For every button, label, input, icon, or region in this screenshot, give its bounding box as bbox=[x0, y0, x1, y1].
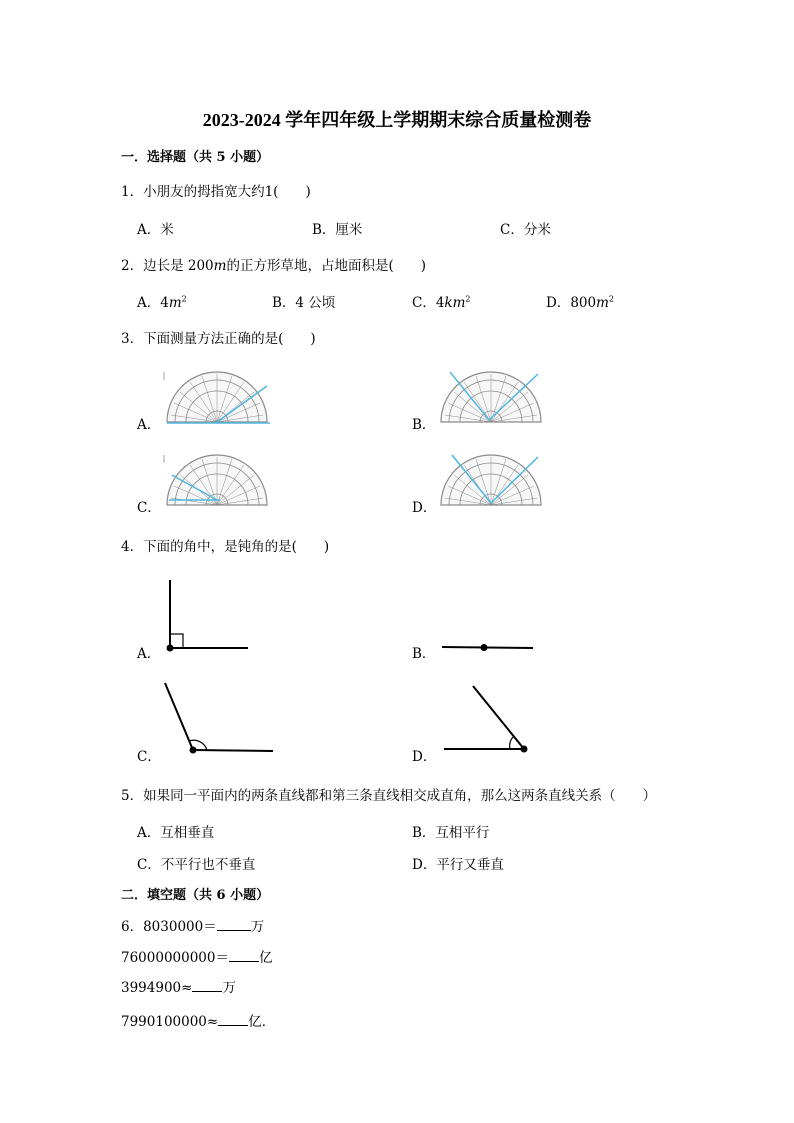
option-unit: km bbox=[444, 295, 466, 311]
fill-suffix: 万 bbox=[222, 980, 236, 996]
question-6-line-3 bbox=[121, 976, 236, 996]
question-2-stem bbox=[121, 254, 426, 274]
option-label: A．4 bbox=[137, 295, 169, 311]
question-3-stem: 3．下面测量方法正确的是( ) bbox=[121, 331, 316, 347]
fill-suffix: 亿 bbox=[258, 950, 273, 966]
option-unit: m bbox=[596, 295, 609, 311]
question-5-option-c[interactable]: C．不平行也不垂直 bbox=[137, 857, 256, 873]
question-5-option-a[interactable]: A．互相垂直 bbox=[137, 825, 215, 841]
question-2-option-d[interactable] bbox=[546, 291, 614, 311]
protractor-figure-d[interactable] bbox=[438, 453, 544, 509]
section-heading-choice: 一．选择题（共 5 小题） bbox=[121, 150, 270, 165]
protractor-figure-a[interactable] bbox=[164, 370, 270, 426]
option-label: D．800 bbox=[546, 295, 597, 311]
page-title: 2023-2024 学年四年级上学期期末综合质量检测卷 bbox=[202, 110, 592, 130]
question-3-label-d[interactable]: D． bbox=[412, 500, 437, 516]
protractor-figure-c[interactable] bbox=[164, 453, 270, 509]
fill-prefix: 7990100000≈ bbox=[121, 1014, 219, 1030]
answer-blank[interactable] bbox=[192, 979, 222, 992]
question-4-label-b[interactable]: B． bbox=[412, 646, 436, 662]
fill-suffix: 亿． bbox=[248, 1014, 276, 1030]
protractor-figure-b[interactable] bbox=[438, 370, 544, 426]
fill-suffix: 万 bbox=[250, 919, 265, 935]
question-5-option-b[interactable]: B．互相平行 bbox=[412, 825, 490, 841]
question-2-stem-unit: m bbox=[213, 258, 227, 274]
option-exponent: 2 bbox=[465, 294, 471, 304]
angle-figure-d[interactable] bbox=[438, 683, 533, 758]
question-1-option-a[interactable]: A．米 bbox=[137, 222, 174, 238]
question-1-option-c[interactable]: C．分米 bbox=[500, 222, 551, 238]
question-4-stem: 4．下面的角中，是钝角的是( ) bbox=[121, 539, 330, 555]
question-4-label-d[interactable]: D． bbox=[412, 749, 437, 765]
question-2-option-c[interactable] bbox=[412, 291, 471, 311]
question-3-label-a[interactable]: A． bbox=[137, 417, 161, 433]
question-6-line-4 bbox=[121, 1010, 275, 1030]
fill-prefix: 76000000000＝ bbox=[121, 950, 229, 966]
question-2-option-b[interactable] bbox=[272, 291, 335, 311]
answer-blank[interactable] bbox=[217, 918, 251, 931]
option-exponent: 2 bbox=[181, 294, 187, 304]
question-1-stem: 1．小朋友的拇指宽大约1( ) bbox=[121, 184, 311, 200]
question-3-label-b[interactable]: B． bbox=[412, 417, 436, 433]
answer-blank[interactable] bbox=[218, 1013, 248, 1026]
question-6-line-1 bbox=[121, 915, 264, 935]
option-label: B．4 公顷 bbox=[272, 295, 336, 311]
section-heading-fill: 二．填空题（共 6 小题） bbox=[121, 888, 270, 903]
question-6-line-2 bbox=[121, 946, 272, 966]
fill-prefix: 3994900≈ bbox=[121, 980, 193, 996]
angle-figure-b[interactable] bbox=[438, 640, 538, 656]
question-1-option-b[interactable]: B．厘米 bbox=[312, 222, 363, 238]
option-exponent: 2 bbox=[608, 294, 614, 304]
question-2-option-a[interactable] bbox=[137, 291, 187, 311]
question-5-stem: 5．如果同一平面内的两条直线都和第三条直线相交成直角，那么这两条直线关系（ ） bbox=[121, 788, 657, 804]
answer-blank[interactable] bbox=[229, 949, 259, 962]
question-2-stem-post: 的正方形草地，占地面积是( ) bbox=[226, 258, 427, 274]
question-2-stem-pre: 2．边长是 200 bbox=[121, 258, 214, 274]
question-4-label-c[interactable]: C． bbox=[137, 749, 161, 765]
question-4-label-a[interactable]: A． bbox=[137, 646, 161, 662]
question-3-label-c[interactable]: C． bbox=[137, 500, 161, 516]
option-unit: m bbox=[168, 295, 182, 311]
question-5-option-d[interactable]: D．平行又垂直 bbox=[412, 857, 504, 873]
angle-figure-a[interactable] bbox=[160, 575, 255, 655]
option-label: C．4 bbox=[412, 295, 445, 311]
angle-figure-c[interactable] bbox=[160, 680, 278, 758]
fill-prefix: 6．8030000＝ bbox=[121, 919, 217, 935]
